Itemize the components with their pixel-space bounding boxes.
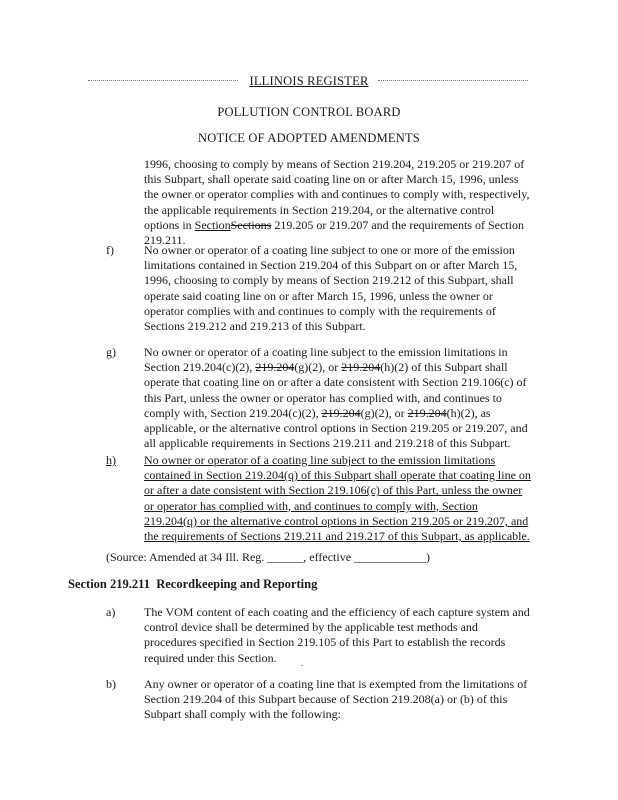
paragraph-g: No owner or operator of a coating line subject to the emission limitations in Section 219.204(c)(2), 219.204(g)(2), or 219.204(h)(2) of this Subpart shall operate that coating line on or after a date consistent with Section 219.106(c) of this Part, unless the owner or operator has complied with, and continues to comply with, Section 219.204(c)(2), 219.204(g)(2), or 219.204(h)(2), as applicable, or the alternative control options in Section 219.205 or 219.207, and all applicable requirements in Sections 219.211 and 219.218 of this Subpart. (144, 345, 528, 451)
deleted-text: 219.204 (407, 405, 447, 420)
deleted-text: Sections (230, 217, 272, 232)
paragraph-b: Any owner or operator of a coating line that is exempted from the limitations of Section 219.204 of this Subpart because of Section 219.208(a) or (b) of this Subpart shall comply with the following: (144, 677, 528, 722)
scan-speck (301, 665, 303, 666)
paragraph-label-b: b) (106, 677, 116, 691)
section-heading: Section 219.211 Recordkeeping and Reporting (68, 577, 318, 591)
section-title: Recordkeeping and Reporting (156, 577, 318, 591)
paragraph-h: No owner or operator of a coating line subject to the emission limitations contained in Section 219.204(q) of this Subpart shall operate that coating line on or after a date consistent with Section 219.106(c) of this Part, unless the owner or operator has complied with, and continues to comply with, Section 219.204(q) or the alternative control options in Section 219.205 or 219.207, and the requirements of Sections 219.211 and 219.217 of this Subpart, as applicable. (144, 453, 531, 544)
paragraph-label-f: f) (106, 243, 114, 257)
notice-title: NOTICE OF ADOPTED AMENDMENTS (198, 131, 420, 145)
deleted-text: 219.204 (321, 405, 361, 420)
paragraph-label-a: a) (106, 605, 116, 619)
register-title: ILLINOIS REGISTER (249, 74, 369, 88)
source-note: (Source: Amended at 34 Ill. Reg. ______, effective ____________) (106, 550, 431, 564)
inserted-text: Section (194, 217, 231, 232)
paragraph-f: No owner or operator of a coating line subject to one or more of the emission limitations contained in Section 219.204 of this Subpart on or after March 15, 1996, choosing to comply by means of Section 219.212 of this Subpart, shall operate said coating line on or after March 15, 1996, unless the owner or operator complies with and continues to comply with the requirements of Sections 219.212 and 219.213 of this Subpart. (144, 243, 518, 334)
paragraph-label-h: h) (106, 453, 116, 467)
deleted-text: 219.204 (341, 360, 381, 375)
continued-paragraph: 1996, choosing to comply by means of Section 219.204, 219.205 or 219.207 of this Subpart, shall operate said coating line on or after March 15, 1996, unless the owner or operator complies with and continues to comply with, respectively, the applicable requirements in Section 219.204, or the alternative control options in SectionSections 219.205 or 219.207 and the requirements of Section 219.211. (144, 157, 530, 248)
paragraph-a: The VOM content of each coating and the efficiency of each capture system and control device shall be determined by the applicable test methods and procedures specified in Section 219.105 of this Part to establish the records required under this Section. (144, 605, 530, 665)
board-title: POLLUTION CONTROL BOARD (217, 105, 401, 119)
paragraph-label-g: g) (106, 345, 116, 359)
deleted-text: 219.204 (255, 360, 295, 375)
